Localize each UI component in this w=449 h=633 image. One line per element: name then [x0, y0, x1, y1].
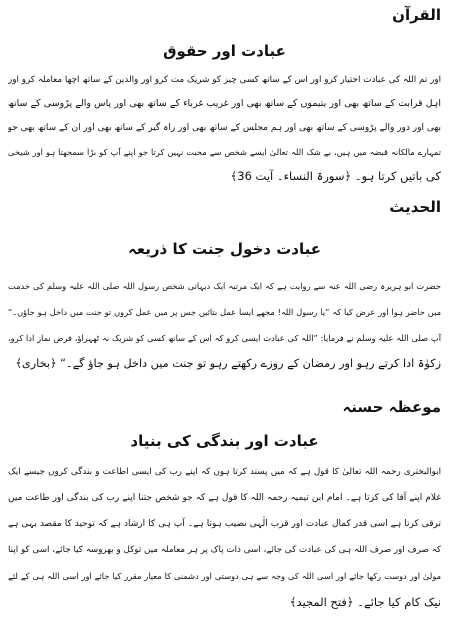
hadith-title: عبادت دخول جنت کا ذریعہ [128, 240, 321, 258]
mauizah-line-6 [8, 594, 441, 610]
quran-reference: ﴿سورۃ النساء۔ آیت 36﴾ [230, 169, 352, 183]
quran-line-4: تمہارے مالکانہ قبضہ میں ہیں، بے شک اللہ تعالیٰ ایسے شخص سے محبت نہیں کرتا جو اپنے آپ کو بڑا سمجھتا ہو اور شیخی [8, 147, 441, 157]
hadith-line-1: حضرت ابو ہریرہ رضی اللہ عنہ سے روایت ہے کہ ایک مرتبہ ایک دیہاتی شخص رسول اللہ صلی اللہ علیہ وسلم کی خدمت [8, 281, 441, 291]
mauizah-heading: موعظہ حسنہ [342, 398, 441, 416]
mauizah-line-5: مولیٰ اور دوست رکھا جائے اور اسی اللہ کی وجہ سے ہی دوستی اور دشمنی کا معیار مقرر کیا جائے اور اسی اللہ ہی کے لئے [8, 571, 441, 581]
quran-line-1: اور تم اللہ کی عبادت اختیار کرو اور اس کے ساتھ کسی چیز کو شریک مت کرو اور والدین کے ساتھ اچھا معاملہ کرو اور [8, 75, 441, 85]
quran-title: عبادت اور حقوق [163, 42, 286, 60]
mauizah-title: عبادت اور بندگی کی بنیاد [130, 432, 319, 450]
mauizah-reference: ﴿فتح المجید﴾ [289, 595, 354, 609]
hadith-line-4 [8, 356, 441, 372]
quran-heading: القرآن [392, 6, 441, 24]
mauizah-line-1: ابوالبختری رحمہ اللہ تعالیٰ کا قول ہے کہ میں پسند کرتا ہوں کہ اپنے رب کی ایسی اطاعت و بندگی کروں جیسے ایک [8, 467, 441, 477]
quran-line-2: اہل قرابت کے ساتھ بھی اور یتیموں کے ساتھ بھی اور غریب غرباء کے ساتھ بھی اور پاس والے پڑوسی کے ساتھ [8, 98, 441, 109]
hadith-line-3: آپ صلی اللہ علیہ وسلم نے فرمایا: ”اللہ کی عبادت ایسی کرو کہ اس کے ساتھ کسی کو شریک نہ ٹھہراؤ، فرض نماز ادا کرو، [8, 333, 441, 343]
mauizah-line-6-text: نیک کام کیا جائے۔ [357, 595, 441, 609]
quran-line-5-text: کی باتیں کرتا ہو۔ [354, 169, 441, 183]
hadith-line-4-text: زکوٰۃ ادا کرتے رہو اور رمضان کے روزے رکھتے رہو تو جنت میں داخل ہو جاؤ گے۔“ [60, 357, 441, 370]
hadith-line-2: میں حاضر ہوا اور عرض کیا کہ ”یا رسول اللہ! مجھے ایسا عمل بتائیں جس پر میں عمل کروں تو جنت میں داخل ہو جاؤں۔“ [8, 307, 441, 317]
quran-line-5 [8, 168, 441, 184]
hadith-reference: ﴿بخاری﴾ [15, 357, 57, 370]
mauizah-line-2: غلام اپنے آقا کی کرتا ہے۔ امام ابن تیمیہ رحمہ اللہ کا قول ہے کہ جو شخص جتنا اپنے رب کی بندگی اور طاعت میں [8, 493, 441, 503]
hadith-heading: الحدیث [389, 198, 441, 216]
quran-line-3: بھی اور دور والے پڑوسی کے ساتھ بھی اور ہم مجلس کے ساتھ بھی اور راہ گیر کے ساتھ بھی اور ان کے ساتھ بھی جو [8, 123, 441, 133]
mauizah-line-4: کہ صرف اور صرف اللہ ہی کی عبادت کی جائے، اسی ذات پاک پر ہر معاملہ میں توکل و بھروسہ کیا جائے، اسی کو اپنا [8, 545, 441, 555]
mauizah-line-3: ترقی کرتا ہے اسی قدر کمال عبادت اور قرب الٰہی نصیب ہوتا ہے۔ آپ ہی کا ارشاد ہے کہ توحید کا مقصد یہی ہے [8, 519, 441, 529]
